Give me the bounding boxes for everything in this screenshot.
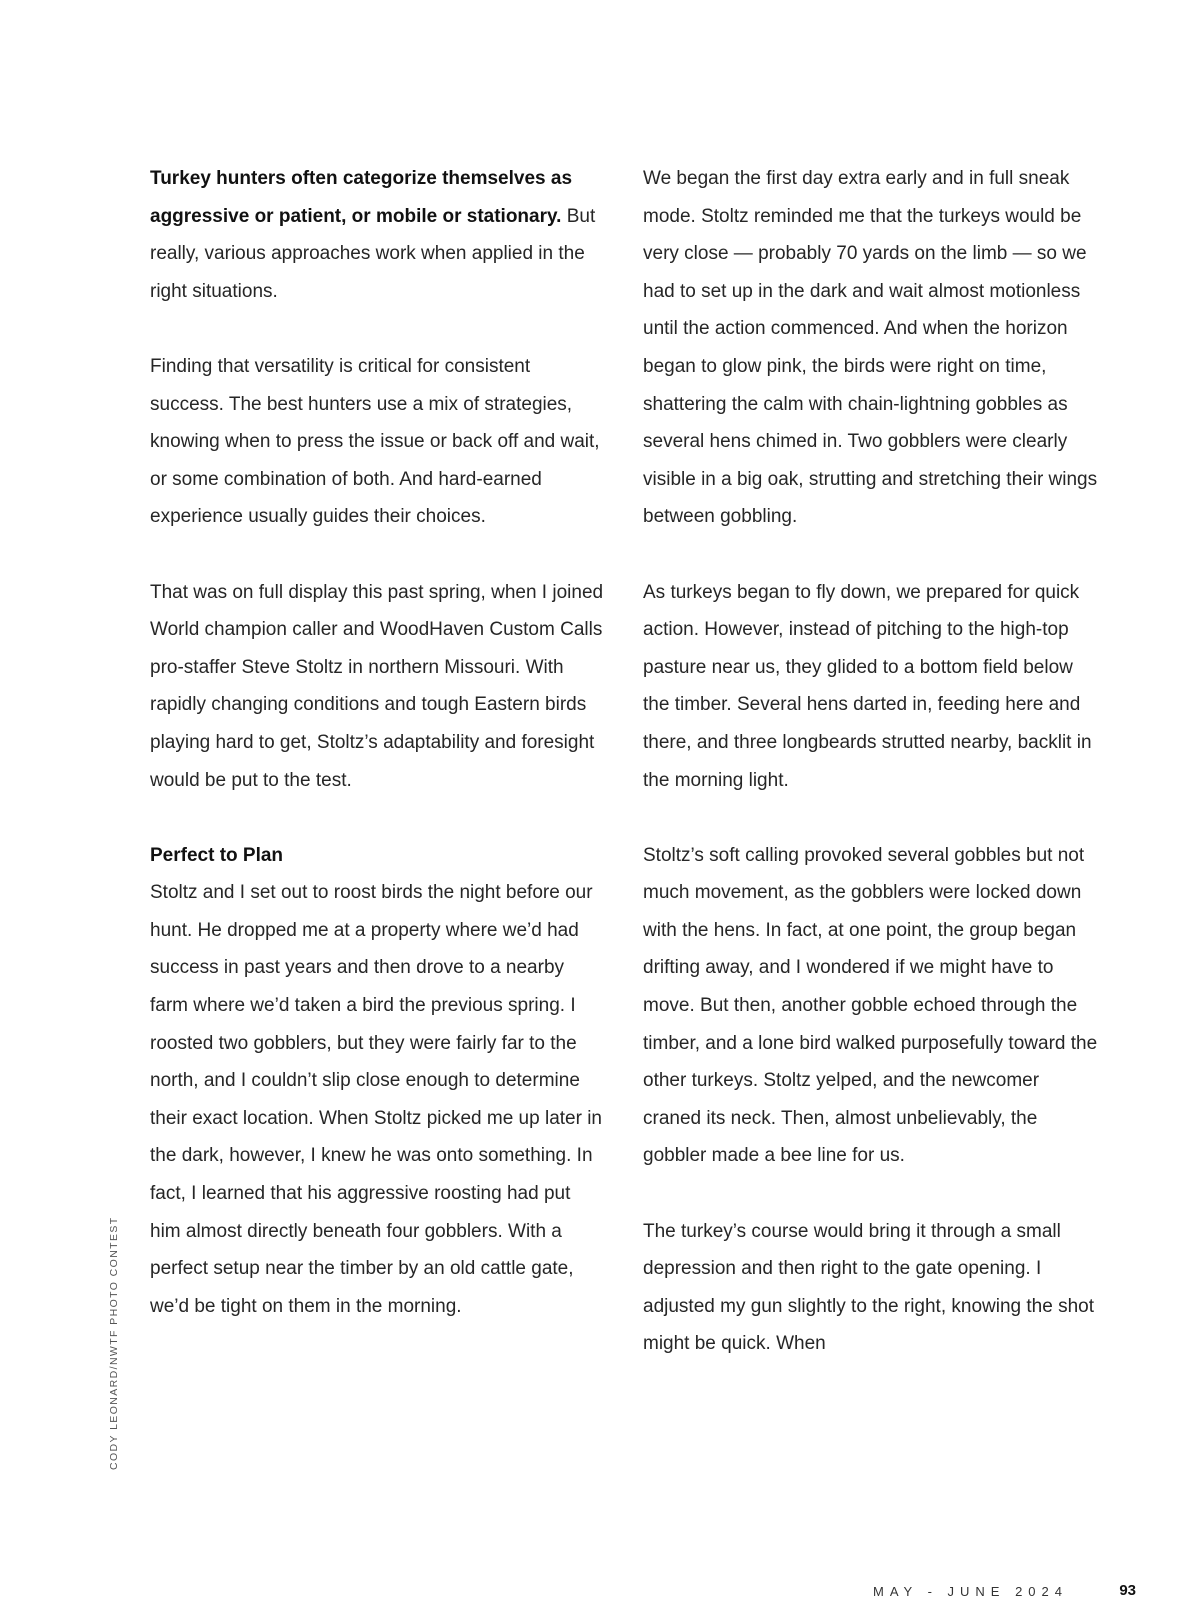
paragraph-first-day: We began the first day extra early and in full sneak mode. Stoltz reminded me that the turkeys would be very close — probably 70 yards on the limb — so we had to set up in the dark and wait almost motionless until the action commenced. And when the horizon began to glow pink, the birds were right on time, shattering the calm with chain-lightning gobbles as several hens chimed in. Two gobblers were clearly visible in a big oak, strutting and stretching their wings between gobbling. [643,168,1098,528]
page-number: 93 [1119,1582,1136,1599]
section-subhead: Perfect to Plan [150,844,284,866]
paragraph-turkey-course: The turkey’s course would bring it through a small depression and then right to the gate opening. I adjusted my gun slightly to the right, knowing the shot might be quick. When [643,1220,1094,1355]
paragraph-versatility: Finding that versatility is critical for consistent success. The best hunters use a mix of strategies, knowing when to press the issue or back off and wait, or some combination of both. And hard-earned experience usually guides their choices. [150,355,600,528]
left-column [150,160,605,1325]
right-column [643,160,1098,1363]
paragraph-spring-hunt: That was on full display this past spring, when I joined World champion caller and WoodHaven Custom Calls pro-staffer Steve Stoltz in northern Missouri. With rapidly changing conditions and tough Eastern birds playing hard to get, Stoltz’s adaptability and foresight would be put to the test. [150,581,604,791]
paragraph-soft-calling: Stoltz’s soft calling provoked several gobbles but not much movement, as the gobblers were locked down with the hens. In fact, at one point, the group began drifting away, and I wondered if we might have to move. But then, another gobble echoed through the timber, and a lone bird walked purposefully toward the other turkeys. Stoltz yelped, and the newcomer craned its neck. Then, almost unbelievably, the gobbler made a bee line for us. [643,844,1098,1167]
intro-lead-bold: Turkey hunters often categorize themselves as aggressive or patient, or mobile or stationary. [150,168,573,227]
paragraph-roosting: Stoltz and I set out to roost birds the night before our hunt. He dropped me at a property where we’d had success in past years and then drove to a nearby farm where we’d taken a bird the previous spring. I roosted two gobblers, but they were fairly far to the north, and I couldn’t slip close enough to determine their exact location. When Stoltz picked me up later in the dark, however, I knew he was onto something. In fact, I learned that his aggressive roosting had put him almost directly beneath four gobblers. With a perfect setup near the timber by an old cattle gate, we’d be tight on them in the morning. [150,882,603,1317]
intro-lead-rest: But really, various approaches work when applied in the right situations. [150,205,596,302]
intro-paragraph [150,160,605,310]
issue-date: MAY - JUNE 2024 [872,1584,1068,1599]
paragraph-fly-down: As turkeys began to fly down, we prepared for quick action. However, instead of pitching to the high-top pasture near us, they glided to a bottom field below the timber. Several hens darted in, feeding here and there, and three longbeards strutted nearby, backlit in the morning light. [643,581,1092,791]
photo-credit: CODY LEONARD/NWTF PHOTO CONTEST [108,1216,120,1470]
